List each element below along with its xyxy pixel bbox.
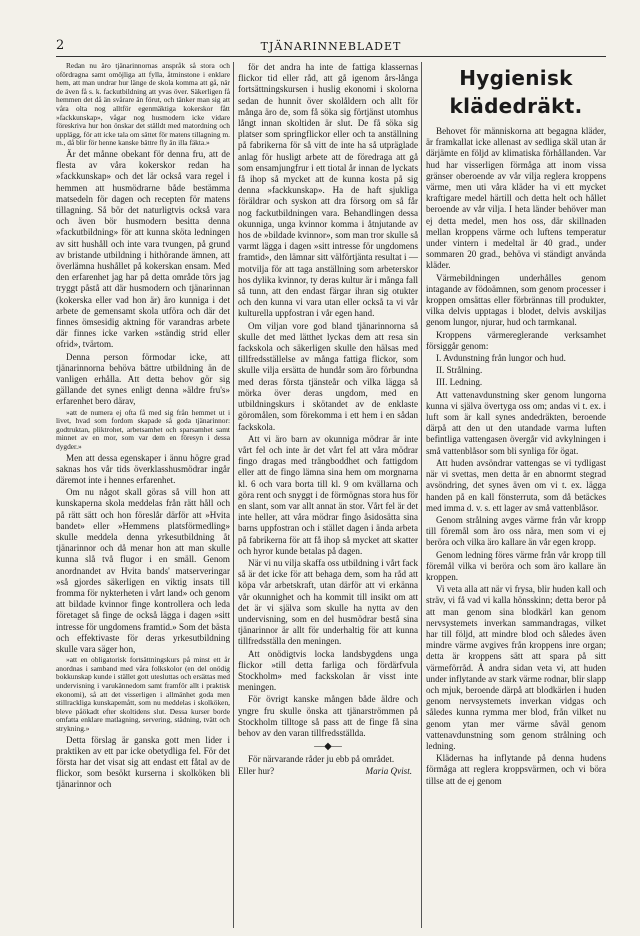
paragraph: Redan nu äro tjänarinnornas anspråk så stora och ofördragna samt omöjliga att fylla, åtminstone i enklare hem, att man undrar hur länge de skola komma att gå, när de även få s. k. fackutbildning att yvas över. Säkerligen få hemmen det då än svårare än förut, och tänker man sig att våra olta nog alltför egenmäktiga kokerskor fått »fackkunskap», vågar nog husmodern icke vidare föreskriva hur hon önskar det ställdt med matordning och upplägg, för att icke tala om sättet för matens tillagning m. m., då blir för henne kanske bättre fly än illa fäkta.» bbox=[56, 62, 230, 148]
list-item: III. Ledning. bbox=[436, 377, 483, 388]
signature-line bbox=[238, 766, 418, 777]
header-rule bbox=[56, 56, 606, 57]
paragraph: Genom strålning avges värme från vår kropp till föremål som äro oss nära, men som vi ej beröra och vilka äro kallare än vår egen kropp. bbox=[426, 514, 606, 548]
paragraph: Klädernas ha inflytande på denna hudens förmåga att reglera kroppsvärmen, och vi böra tillse att de ej genom bbox=[426, 753, 606, 786]
column-divider bbox=[421, 62, 422, 928]
paragraph: Denna person förmodar icke, att tjänarinnorna behöva bättre utbildning än de vanligen erhålla. Att detta behov gör sig gällande det synes enligt denna »äldre fru's» erfarenhet bero därav, bbox=[56, 351, 230, 407]
paragraph: Om viljan vore god bland tjänarinnorna så skulle det med lätthet lyckas dem att resa sin fackskola och säkerligen skulle den hälsas med tillfredsställelse av många fattiga flickor, som skulle vilja ersätta de hundår som äro förbundna med deras första tjänsteår och vilka lägga så mörka över deras ungdom, med en utbildningskurs i skötandet av de enklaste göromålen, som förekomma i ett hem i en sådan fackskola. bbox=[238, 320, 418, 432]
paragraph: Vi veta alla att när vi frysa, blir huden kall och sträv, vi få vad vi kalla hönsskinn; detta beror på att man genom sina blodkärl kan genom nervsystemets inverkan sammandragas, vilket har till följd, att mindre blod och således även mindre värme avgives från kroppens inre organ; detta är kroppens sätt att spara på sitt värmeförråd. Å andra sidan veta vi, att huden under inflytande av stark värme rodnar, blir slapp och mjuk, beroende därpå att blodkärlen i huden genom nervsystemets inverkan vidgas och således kunna rymma mer blod, från vilket nu genom ytan mer värme såväl genom vattenavdunstning som genom strålning och ledning. bbox=[426, 584, 606, 751]
paragraph: Att huden avsöndrar vattengas se vi tydligast när vi svettas, men detta är en abnormt stegrad avsöndring, det synes även om vi t. ex. lägga handen på en kall fönsterruta, som då betäckes med imma d. v. s. ett lager av små vattenblåsor. bbox=[426, 457, 606, 513]
closing-text: Eller hur? bbox=[238, 766, 275, 777]
paragraph: »att de numera ej ofta få med sig från hemmet ut i livet, hvad som fordom skapade så goda tjänarinnor: godtruktan, pliktrohet, arbetsamhet och sparsamhet samt minnet av en mor, som var dem en föresyn i dessa dygder.» bbox=[56, 407, 230, 451]
paragraph: För övrigt kanske mången både äldre och yngre fru skulle önska att tjänarströmmen på Stockholm tilltoge så pass att de finge få sina behov av den varan tillfredsställda. bbox=[238, 694, 418, 738]
list-item: I. Avdunstning från lungor och hud. bbox=[436, 353, 566, 364]
masthead-title: TJÄNARINNEBLADET bbox=[260, 40, 402, 53]
column-middle bbox=[238, 62, 418, 928]
ornament-divider: —◆— bbox=[314, 741, 342, 753]
list-item: II. Strålning. bbox=[436, 365, 483, 376]
paragraph: Värmebildningen underhålles genom intagande av födoämnen, som genom processer i kroppen omsättas eller förbrännas till produkter, vilka delvis upptagas i blodet, delvis avskiljas genom lungor, njurar, hud och tarmkanal. bbox=[426, 272, 606, 328]
page-number: 2 bbox=[56, 38, 65, 53]
paragraph: Att vi äro barn av okunniga mödrar är inte vårt fel och inte är det vårt fel att våra mödrar fingo dragas med trängboddhet och fattigdom eller att de fingo lämna sina hem om morgnarna kl. 6 och vara borta till kl. 9 om kvällarna och göra rent och snyggt i de förmögnas stora hus för en slant, som var allt annat än stor. Vårt fel är det inte heller, att våra mödrar fingo åsidosätta sina barns uppfostran och i stället dagen i ända arbeta på fabrikerna för att få ihop så mycket att skatter och hyror kunde betalas på dagen. bbox=[238, 433, 418, 556]
paragraph: Är det månne obekant för denna fru, att de flesta av våra kokerskor redan ha »fackkunskap» och det lär också vara regel i hemmen att husmödrarne både bestämma matsedeln för dagen och recepten för matens tillagning. Så bör det naturligtvis också vara och även bör husmodern besitta denna »fackutbildning» för att kunna sköta ledningen av sitt hushåll och inte vara tvungen, på grund av bristande utbildning i hithörande ämnen, att överlämna hushållet på kokerskan ensam. Med den erfarenhet jag har på detta område törs jag tryggt påstå att där husmodern och tjänarinnan (kokerska eller vad hon är) äro kunniga i det arbete de gemensamt skola utföra och där det finnes ömsesidig aktning för varandras arbete där finnes icke varken »ständig strid eller ofrid», tvärtom. bbox=[56, 148, 230, 350]
paragraph: Kroppens värmereglerande verksamhet försiggår genom: bbox=[426, 329, 606, 351]
article-title: Hygienisk klädedräkt. bbox=[449, 66, 583, 118]
author-signature: Maria Qvist. bbox=[365, 766, 412, 777]
column-right bbox=[426, 62, 606, 928]
paragraph: Om nu något skall göras så vill hon att kunskaperna skola meddelas från rätt håll och på rätt sätt och hon föreslår därför att »Hvita bandet» eller »Hemmens platsförmedling» skulle meddela denna yrkesutbildning åt tjänarinnor och då menar hon att man skulle kunna slå två flugor i en smäll. Genom anordnandet av Hvita bands' matserveringar »så gjordes säkerligen en viktig insats till fromma för nykterheten i vårt land» och genom att bildade kvinnor finge kontrollera och leda företaget så finge de också lägga i dagen »sitt intresse för ungdomens framtid.» Som det bästa och effektivaste för deras yrkesutbildning skulle vara säger hon, bbox=[56, 487, 230, 655]
paragraph: »att en obligatorisk fortsättningskurs på minst ett år anordnas i samband med våra folkskolor (en del onödig bokkunskap kunde i stället gott utesluttas och ersättas med undervisning i varukännedom samt framför allt i praktisk ekonomi), så att det visserligen i allmänhet goda men stillrackliga kunskapemått, som nu meddelas i skolköken, bleve påökadt efter skoltidens slut. Dessa kurser borde omfatta enklare matlagning, servering, städning, tvätt och strykning.» bbox=[56, 655, 230, 733]
paragraph: Behovet för människorna att begagna kläder, är framkallat icke allenast av sedliga skäl utan är därjämte en följd av klimatiska förhållanden. Var hud har visserligen förmåga att inom vissa gränser oberoende av vår vilja reglera kroppens värme, men uti våra kläder ha vi ett mycket kraftigare medel härtill och detta helt och hållet beroende av vår vilja. I heta länder behöver man ej detta medel, men hos oss, där skillnaden mellan kroppens värme och luftens temperatur under vintern i medeltal är 40 grad., under sommaren 20 grad., behöva vi ständigt använda kläder. bbox=[426, 126, 606, 271]
page-header bbox=[56, 38, 606, 56]
paragraph: Att vattenavdunstning sker genom lungorna kunna vi själva övertyga oss om; andas vi t. ex. i luft som är kall synes andedräkten, beroende därpå att den ut den utandade varma luften befintliga vattengasen övergår vid avkylningen i små vattenblåsor som bli synliga för ögat. bbox=[426, 389, 606, 456]
paragraph: Men att dessa egenskaper i ännu högre grad saknas hos vår tids överklasshusmödrar ingår däremot inte i hennes erfarenhet. bbox=[56, 452, 230, 485]
paragraph: Detta förslag är ganska gott men lider i praktiken av ett par icke obetydliga fel. För det första har det visat sig att endast ett fåtal av de flickor, som besökt kurserna i skolköken bli tjänarinnor och bbox=[56, 734, 230, 790]
paragraph: Genom ledning föres värme från vår kropp till föremål vilka vi beröra och som äro kallare än kroppen. bbox=[426, 549, 606, 582]
column-left bbox=[56, 62, 230, 928]
paragraph: för det andra ha inte de fattiga klassernas flickor tid eller råd, att gå igenom års-långa fortsättningskursen i huslig ekonomi i skolorna sedan de hunnit över skolåldern och allt för många äro de, som få söka sig förtjänst utomhus långt innan skoltiden är slut. De få söka sig platser som springflickor eller och ta anställning på fabrikerna för så vitt de inte ha så utpräglade anlag för husligt arbete att de föredraga att gå som ensamjungfrur i ett tiotal år innan de lyckats få ihop så mycket att de kunna kosta på sig denna »fackkunskap». Ha de haft sjukliga föräldrar och syskon att dra försorg om så får nog fackutbildningen vara. Behandlingen dessa okunniga, unga kvinnor komma i åtnjutande av hos de »bildade kvinnor», som man tror skulle så varmt lägga i dagen »sitt intresse för ungdomens framtid», den lämnar sitt välförtjänta resultat i — motvilja för att taga anställning som arbeterskor hos dylika kvinnor, ty deras kultur är i många fall så tunn, att den endast färgar ihran sig otukter och den kunna vi vara utan eller också ta vi vår kulturella uppfostran i vår egen hand. bbox=[238, 62, 418, 319]
paragraph: Att onödigtvis locka landsbygdens unga flickor »till detta farliga och fördärfvula Stockholm» med fackskolan är visst inte meningen. bbox=[238, 648, 418, 693]
paragraph: När vi nu vilja skaffa oss utbildning i vårt fack så är det icke för att behaga dem, som ha råd att köpa vår arbetskraft, utan därför att vi erkänna vår okunnighet och ha kommit till insikt om att det är vi själva som skulle ha nytta av den undervisning, som en del husmödrar bestå sina tjänarinnor är allt för underhaltig för att kunna tillfredsställa den meningen. bbox=[238, 557, 418, 647]
column-divider bbox=[233, 62, 234, 928]
paragraph: För närvarande råder ju ebb på området. bbox=[248, 754, 395, 765]
